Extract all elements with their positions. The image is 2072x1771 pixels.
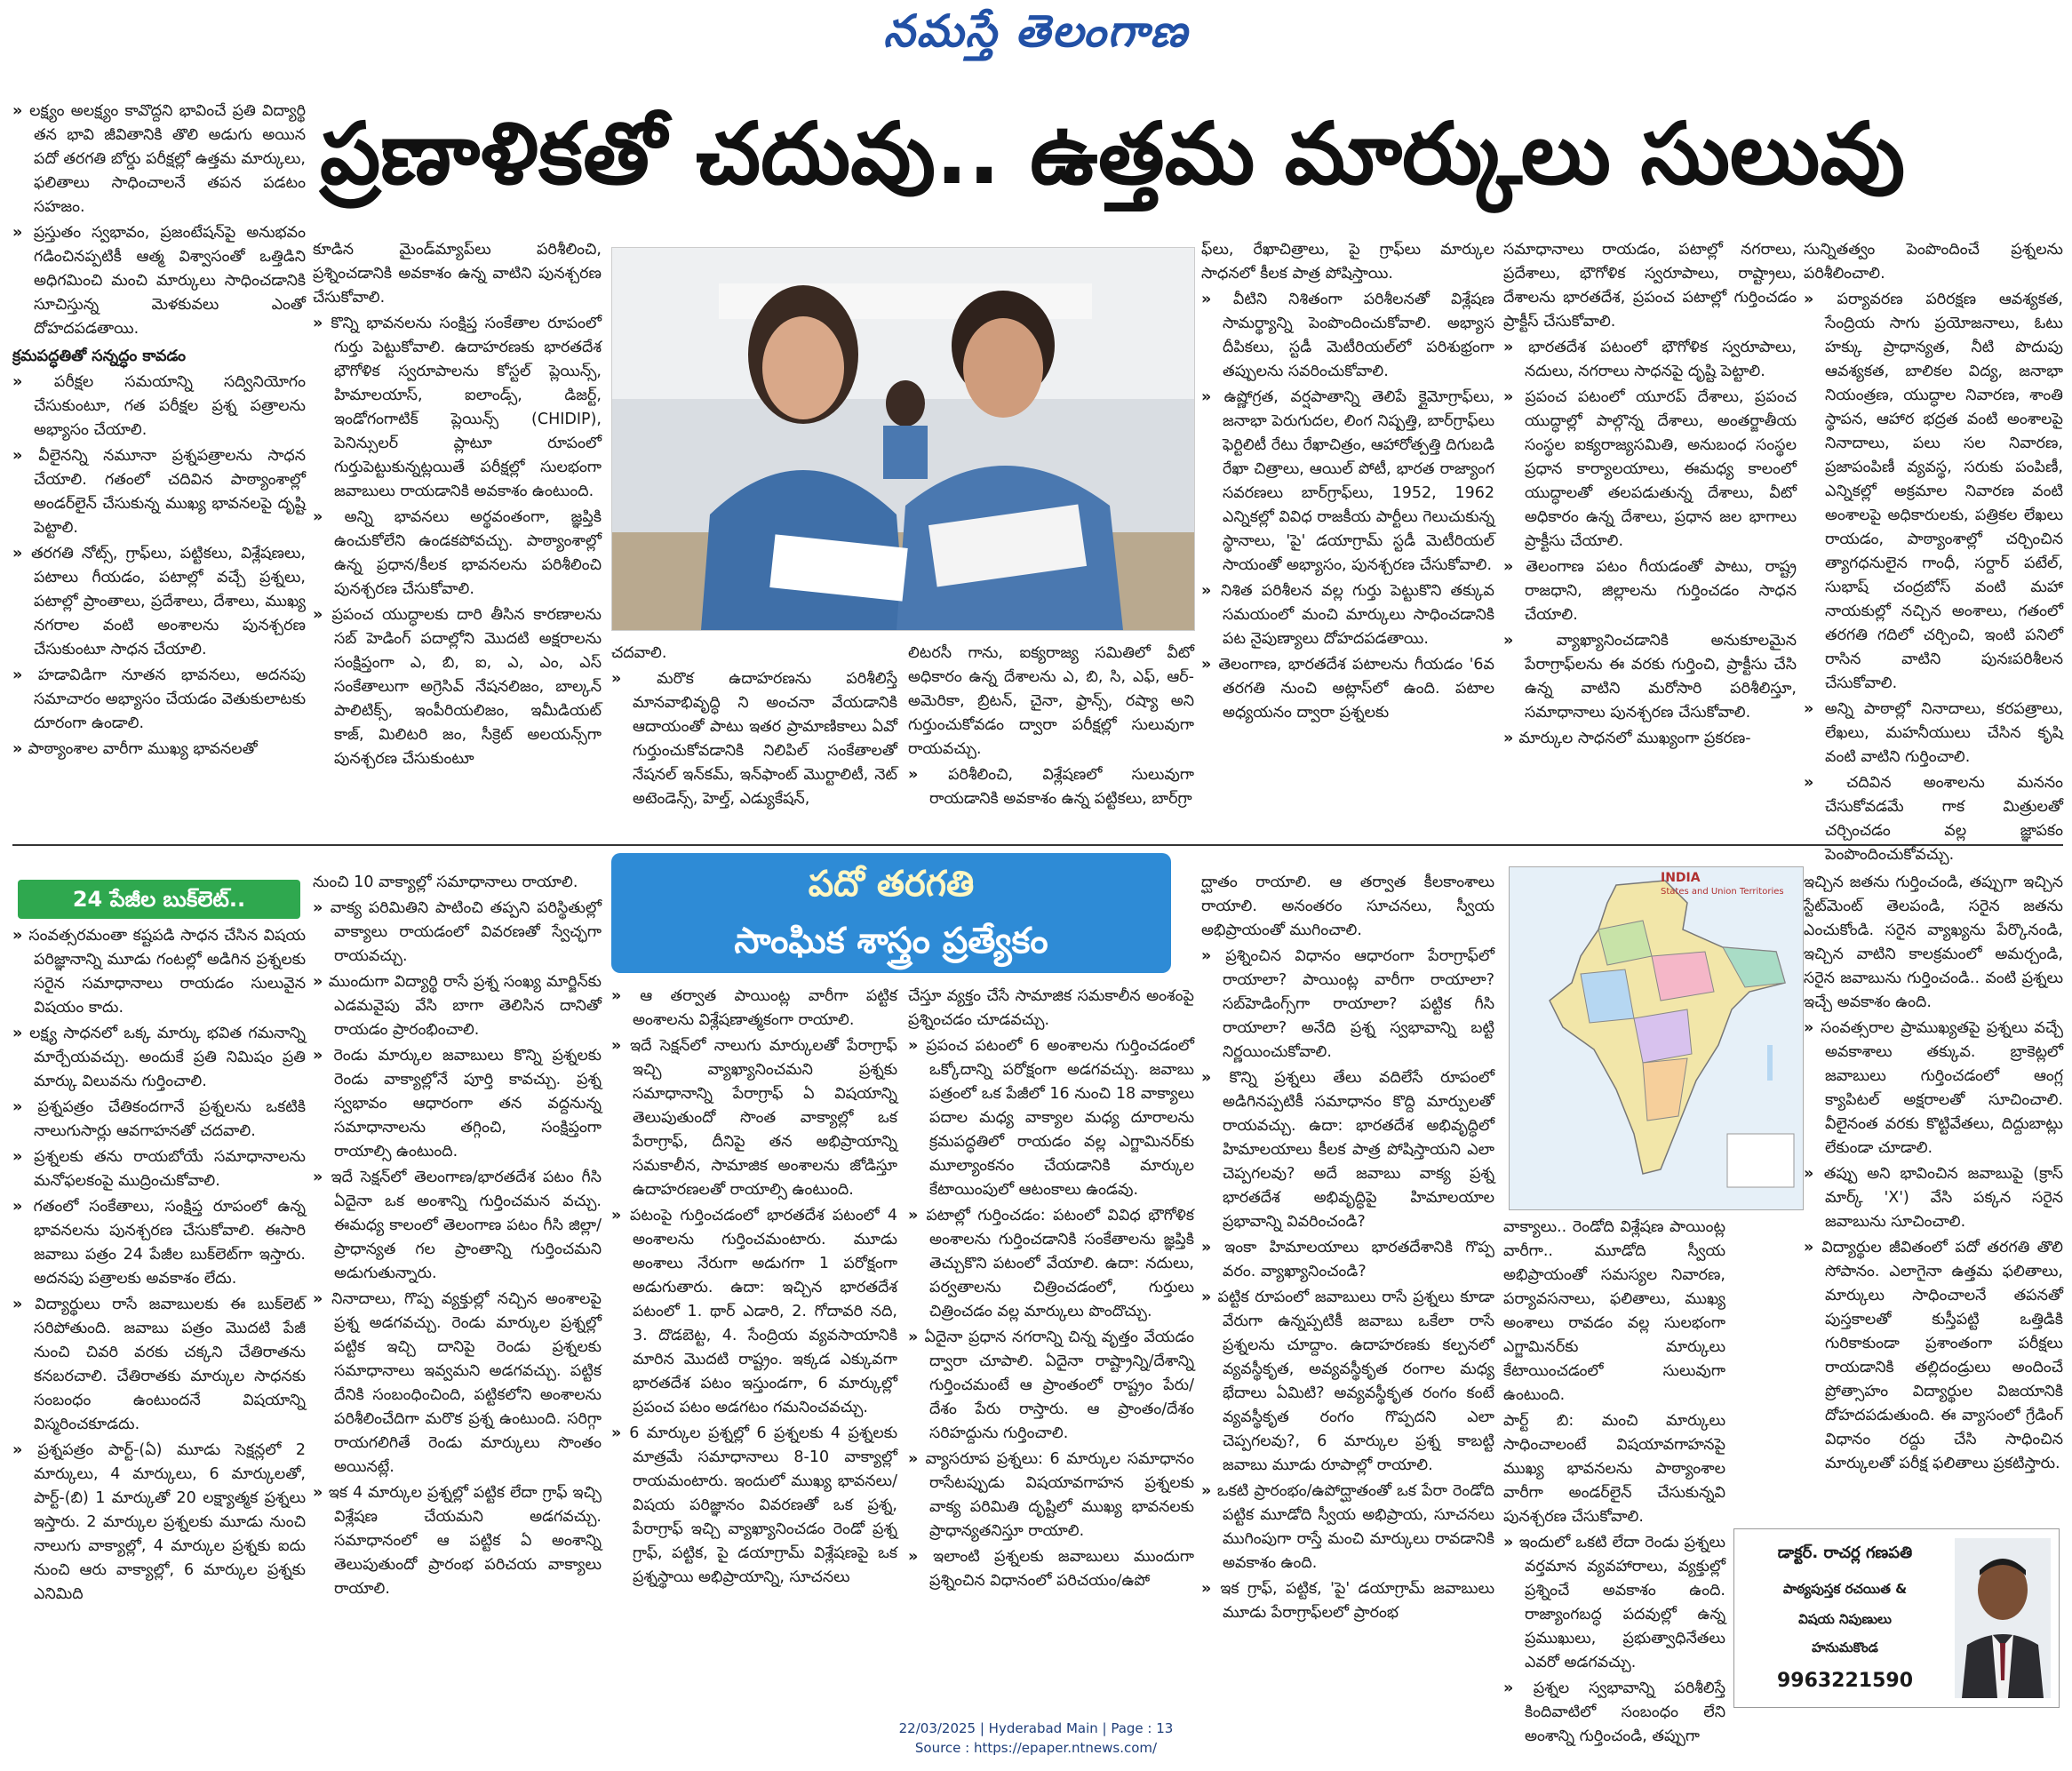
india-map	[1509, 866, 1804, 1210]
paragraph: » హడావిడిగా నూతన భావనలు, అదనపు సమాచారం అభ్యాసం చేయడం వెతుకులాటకు దూరంగా ఉండాలి.	[12, 664, 306, 736]
paragraph: » పర్యావరణ పరిరక్షణ ఆవశ్యకత, సేంద్రియ సాగు ప్రయోజనాలు, ఓటు హక్కు ప్రాధాన్యత, నీటి పొదుపు ఆవశ్యకత, బాలికల విద్య, జనాభా నియంత్రణ, యుద్ధాల నివారణ, శాంతి స్థాపన, ఆహార భద్రత వంటి అంశాలపై నినాదాలు, పలు సల నివారణ, ప్రజాపంపిణీ వ్యవస్థ, సరుకు పంపిణీ, ఎన్నికల్లో అక్రమాల నివారణ వంటి అంశాలపై అధికారులకు, పత్రికల లేఖలు రాయడం, పాఠ్యాంశాల్లో చర్చించిన త్యాగధనులైన గాంధీ, సర్దార్ పటేల్, సుభాష్ చంద్రబోస్ వంటి మహా నాయకుల్లో నచ్చిన అంశాలు, గతంలో తరగతి గదిలో చర్చించి, ఇంటి పనిలో రాసిన వాటిని పునఃపరిశీలన చేసుకోవాలి.	[1804, 288, 2063, 696]
paragraph: ఫ్‌లు, రేఖాచిత్రాలు, పై గ్రాఫ్‌లు మార్కుల సాధనలో కీలక పాత్ర పోషిస్తాయి.	[1201, 241, 1494, 283]
paragraph: » తప్పు అని భావించిన జవాబుపై (క్రాస్ మార్క్ 'X') వేసి పక్కన సరైన జవాబును సూచించాలి.	[1804, 1162, 2063, 1234]
bottom-column-6	[1503, 1216, 1725, 1745]
top-column-4	[908, 642, 1194, 837]
paragraph: » అన్ని పాఠాల్లో నినాదాలు, కరపత్రాలు, లేఖలు, మహనీయులు చేసిన కృషి వంటి వాటిని గుర్తించాలి.	[1804, 698, 2063, 770]
page-footer	[0, 1719, 2072, 1758]
top-column-2	[313, 238, 602, 838]
subject-banner-class: పదో తరగతి	[808, 864, 975, 905]
bottom-column-4	[908, 985, 1194, 1706]
paragraph: » ఉష్ణోగ్రత, వర్షపాతాన్ని తెలిపే క్లైమోగ్రాఫ్‌లు, జనాభా పెరుగుదల, లింగ నిష్పత్తి, బార్‌గ్రాఫ్‌లు ఫెర్టిలిటీ రేటు రేఖాచిత్రం, ఆహారోత్పత్తి దిగుబడి రేఖా చిత్రాలు, ఆయిల్ పోటీ, భారత రాజ్యాంగ సవరణలు బార్‌గ్రాఫ్‌లు, 1952, 1962 ఎన్నికల్లో వివిధ రాజకీయ పార్టీలు గెలుచుకున్న స్థానాలు, 'పై' డయాగ్రామ్ స్టడీ మెటీరియల్ సాయంతో అభ్యాసం, పునశ్చరణ చేసుకోవాలి.	[1201, 386, 1494, 578]
author-box	[1733, 1528, 2060, 1708]
paragraph: » ఇక గ్రాఫ్, పట్టిక, 'పై' డయాగ్రామ్ జవాబులు మూడు పేరాగ్రాఫ్‌లలో ప్రారంభ	[1201, 1577, 1494, 1625]
top-column-5	[1201, 238, 1494, 838]
paragraph: » చదివిన అంశాలను మననం చేసుకోవడమే గాక మిత్రులతో చర్చించడం వల్ల జ్ఞాపకం పెంపొందించుకోవచ్చు.	[1804, 771, 2063, 867]
paragraph: నుంచి 10 వాక్యాల్లో సమాధానాలు రాయాలి.	[313, 874, 578, 891]
paragraph: వాక్యాలు.. రెండోది విశ్లేషణ పాయింట్ల వారీగా.. మూడోది స్వీయ అభిప్రాయంతో సమస్యల నివారణ, పర్యావసనాలు, ఫలితాలు, ముఖ్య అంశాలు రావడం వల్ల సులభంగా ఎగ్జామినర్‌కు మార్కులు కేటాయించడంలో సులువుగా ఉంటుంది.	[1503, 1218, 1725, 1404]
paragraph: » వాక్య పరిమితిని పాటించి తప్పని పరిస్థితుల్లో వాక్యాలు రాయడంలో వివరణతో స్వేచ్ఛగా రాయవచ్చు.	[313, 897, 602, 969]
map-title: INDIA	[1661, 871, 1701, 885]
bottom-column-5	[1201, 871, 1494, 1706]
subheading: క్రమపద్ధతితో సన్నద్ధం కావడం	[12, 347, 187, 365]
bottom-column-7	[1804, 871, 2063, 1520]
author-name: డాక్టర్. రాచర్ల గణపతి	[1777, 1544, 1913, 1562]
paragraph: » నిశిత పరిశీలన వల్ల గుర్తు పెట్టుకొని తక్కువ సమయంలో మంచి మార్కులు సాధించడానికి పట నైపుణ్యాలు దోహదపడతాయి.	[1201, 579, 1494, 651]
paragraph: » తరగతి నోట్స్, గ్రాఫ్‌లు, పట్టికలు, విశ్లేషణలు, పటాలు గీయడం, పటాల్లో వచ్చే ప్రశ్నలు, పటాల్లో ప్రాంతాలు, ప్రదేశాలు, దేశాలు, ముఖ్య నగరాల వంటి అంశాలను పునశ్చరణ చేసుకుంటూ సాధన చేయాలి.	[12, 542, 306, 662]
paragraph: » నినాదాలు, గొప్ప వ్యక్తుల్లో నచ్చిన అంశాలపై ప్రశ్న అడగవచ్చు. రెండు మార్కుల ప్రశ్నల్లో పట్టిక ఇచ్చి దానిపై రెండు ప్రశ్నలకు సమాధానాలు ఇవ్వమని అడగవచ్చు. పట్టిక దేనికి సంబంధించింది, పట్టికలోని అంశాలను పరిశీలించేదిగా మరొక ప్రశ్న ఉంటుంది. సరిగ్గా రాయగలిగితే రెండు మార్కులు సొంతం అయినట్లే.	[313, 1288, 602, 1480]
paragraph: » ప్రపంచ పటంలో యూరప్ దేశాలు, ప్రపంచ యుద్ధాల్లో పాల్గొన్న దేశాలు, అంతర్జాతీయ సంస్థల ఐక్యరాజ్యసమితి, అనుబంధ సంస్థల ప్రధాన కార్యాలయాలు, ఈమధ్య కాలంలో యుద్ధాలతో తలపడుతున్న దేశాలు, వీటో అధికారం ఉన్న దేశాలు, ప్రధాన జల భాగాలు ప్రాక్టీసు చేయాలి.	[1503, 386, 1797, 554]
map-subtitle: States and Union Territories	[1661, 887, 1784, 897]
paragraph: » ముందుగా విద్యార్థి రాసే ప్రశ్న సంఖ్య మార్జిన్‌కు ఎడమవైపు వేసి బాగా తెలిసిన దానితో రాయడం ప్రారంభించాలి.	[313, 970, 602, 1042]
paragraph: » లక్ష్య సాధనలో ఒక్క మార్కు భవిత గమనాన్ని మార్చేయవచ్చు. అందుకే ప్రతి నిమిషం ప్రతి మార్కు విలువను గుర్తించాలి.	[12, 1022, 306, 1094]
author-role-2: విషయ నిపుణులు	[1798, 1611, 1892, 1627]
paragraph: » పటంపై గుర్తించడంలో భారతదేశ పటంలో 4 అంశాలను గుర్తించమంటారు. మూడు అంశాలు నేరుగా అడుగగా 1 పరోక్షంగా అడుగుతారు. ఉదా: ఇచ్చిన భారతదేశ పటంలో 1. థార్ ఎడారి, 2. గోదావరి నది, 3. దొడబెట్ట, 4. సేంద్రియ వ్యవసాయానికి మారిన మొదటి రాష్ట్రం. ఇక్కడ ఎక్కువగా భారతదేశ పటం ఇస్తుండగా, 6 మార్కుల్లో ప్రపంచ పటం అడగటం గమనించవచ్చు.	[611, 1204, 897, 1420]
paragraph: ఇచ్చిన జతను గుర్తించండి, తప్పుగా ఇచ్చిన స్టేట్‌మెంట్ తెలపండి, సరైన జతను ఎంచుకోండి. సరైన వ్యాఖ్యను పేర్కొనండి, ఇచ్చిన వాటిని కాలక్రమంలో అమర్చండి, సరైన జవాబును గుర్తించండి.. వంటి ప్రశ్నలు ఇచ్చే అవకాశం ఉంది.	[1804, 874, 2063, 1011]
paragraph: లిటరసీ గాను, ఐక్యరాజ్య సమితిలో వీటో అధికారం ఉన్న దేశాలను ఎ, బి, సి, ఎఫ్, ఆర్- అమెరికా, బ్రిటన్, చైనా, ఫ్రాన్స్, రష్యా అని గుర్తుంచుకోవడం ద్వారా పరీక్షల్లో సులువుగా రాయవచ్చు.	[908, 644, 1194, 758]
subject-banner	[611, 853, 1171, 973]
paragraph: » పరిశీలించి, విశ్లేషణలో సులువుగా రాయడానికి అవకాశం ఉన్న పట్టికలు, బార్‌గ్రా	[908, 763, 1194, 811]
paragraph: » 6 మార్కుల ప్రశ్నల్లో 6 ప్రశ్నలకు 4 ప్రశ్నలకు మాత్రమే సమాధానాలు 8-10 వాక్యాల్లో రాయమంటారు. ఇందులో ముఖ్య భావనలు/విషయ పరిజ్ఞానం వివరణతో ఒక ప్రశ్న, పేరాగ్రాఫ్ ఇచ్చి వ్యాఖ్యానించడం రెండో ప్రశ్న గ్రాఫ్, పట్టిక, పై డయాగ్రామ్ విశ్లేషణపై ఒక ప్రశ్నస్థాయి అభిప్రాయాన్ని, సూచనలు	[611, 1422, 897, 1590]
paragraph: » రెండు మార్కుల జవాబులు కొన్ని ప్రశ్నలకు రెండు వాక్యాల్లోనే పూర్తి కావచ్చు. ప్రశ్న స్వభావం ఆధారంగా తన వద్దనున్న సమాధానాలను తగ్గించి, సంక్షిప్తంగా రాయాల్సి ఉంటుంది.	[313, 1044, 602, 1164]
paragraph: » ఇలాంటి ప్రశ్నలకు జవాబులు ముందుగా ప్రశ్నించిన విధానంలో పరిచయం/ఉపో	[908, 1545, 1194, 1593]
paragraph: » వీటిని నిశితంగా పరిశీలనతో విశ్లేషణ సామర్థ్యాన్ని పెంపొందించుకోవాలి. అభ్యాస దీపికలు, స్టడీ మెటీరియల్‌లో పరిశుభ్రంగా తప్పులను సవరించుకోవాలి.	[1201, 288, 1494, 384]
paragraph: » పటాల్లో గుర్తించడం: పటంలో వివిధ భౌగోళిక అంశాలను గుర్తించడానికి సంకేతాలను జ్ఞప్తికి తెచ్చుకొని పటంలో వేయాలి. ఉదా: నదులు, పర్వతాలను చిత్రించడంలో, గుర్తులు చిత్రించడం వల్ల మార్కులు పొందొచ్చు.	[908, 1204, 1194, 1324]
paragraph: కూడిన మైండ్‌మ్యాప్‌లు పరిశీలించి, ప్రశ్నించడానికి అవకాశం ఉన్న వాటిని పునశ్చరణ చేసుకోవాలి.	[313, 241, 602, 307]
paragraph: » ఏదైనా ప్రధాన నగరాన్ని చిన్న వృత్తం వేయడం ద్వారా చూపాలి. ఏదైనా రాష్ట్రాన్ని/దేశాన్ని గుర్తించమంటే ఆ ప్రాంతంలో రాష్ట్రం పేరు/దేశం పేరు రాస్తారు. ఆ ప్రాంతం/దేశం సరిహద్దును గుర్తించాలి.	[908, 1326, 1194, 1446]
paragraph: » ప్రపంచ పటంలో 6 అంశాలను గుర్తించడంలో ఒక్కోదాన్ని పరోక్షంగా అడగవచ్చు. జవాబు పత్రంలో ఒక పేజీలో 16 నుంచి 18 వాక్యాలు పదాల మధ్య వాక్యాల మధ్య దూరాలను క్రమపద్ధతిలో రాయడం వల్ల ఎగ్జామినర్‌కు మూల్యాంకనం చేయడానికి మార్కుల కేటాయింపులో ఆటంకాలు ఉండవు.	[908, 1034, 1194, 1202]
paragraph: » వ్యాసరూప ప్రశ్నలు: 6 మార్కుల సమాధానం రాసేటప్పుడు విషయావగాహన ప్రశ్నలకు వాక్య పరిమితి దృష్టిలో ముఖ్య భావనలకు ప్రాధాన్యతనిస్తూ రాయాలి.	[908, 1448, 1194, 1544]
paragraph: పార్ట్ బి: మంచి మార్కులు సాధించాలంటే విషయావగాహనపై ముఖ్య భావనలను పాఠ్యాంశాల వారీగా అండర్‌లైన్ చేసుకున్నవి పునశ్చరణ చేసుకోవాలి.	[1503, 1412, 1725, 1526]
author-location: హనుమకొండ	[1812, 1639, 1878, 1655]
section-divider	[12, 844, 2063, 846]
author-photo	[1955, 1538, 2051, 1698]
paragraph: » భారతదేశ పటంలో భౌగోళిక స్వరూపాలు, నదులు, నగరాలు సాధనపై దృష్టి పెట్టాలి.	[1503, 336, 1797, 384]
paragraph: » పాఠ్యాంశాల వారీగా ముఖ్య భావనలతో	[12, 738, 306, 762]
paragraph: » మరొక ఉదాహరణను పరిశీలిస్తే మానవాభివృద్ధి ని అంచనా వేయడానికి ఆదాయంతో పాటు ఇతర ప్రామాణికాలు ఏవో గుర్తుంచుకోవడానికి నిలిపిల్ సంకేతాలతో నేషనల్ ఇన్‌కమ్, ఇన్‌ఫాంట్ మొర్టాలిటీ, నెట్ అటెండెన్స్, హెల్త్, ఎడ్యుకేషన్,	[611, 667, 897, 811]
paragraph: » ప్రశ్నలకు తను రాయబోయే సమాధానాలను మనోఫలకంపై ముద్రించుకోవాలి.	[12, 1145, 306, 1193]
top-column-1	[12, 100, 306, 837]
footer-date-edition: 22/03/2025 | Hyderabad Main | Page : 13	[898, 1720, 1174, 1736]
paragraph: » విద్యార్థులు రాసే జవాబులకు ఈ బుక్‌లెట్ సరిపోతుంది. జవాబు పత్రం మొదటి పేజీ నుంచి చివరి వరకు చక్కని చేతిరాతను కనబరచాలి. చేతిరాతకు మార్కుల సాధనకు సంబంధం ఉంటుందనే విషయాన్ని విస్మరించకూడదు.	[12, 1293, 306, 1437]
top-column-6	[1503, 238, 1797, 838]
paragraph: » అన్ని భావనలు అర్థవంతంగా, జ్ఞప్తికి ఉంచుకోలేని ఉండకపోవచ్చు. పాఠ్యాంశాల్లో ఉన్న ప్రధాన/కీలక భావనలను పరిశీలించి పునశ్చరణ చేసుకోవాలి.	[313, 506, 602, 602]
paragraph: » ప్రశ్నల స్వభావాన్ని పరిశీలిస్తే కిందివాటిలో సంబంధం లేని అంశాన్ని గుర్తించండి, తప్పుగా	[1503, 1677, 1725, 1749]
paragraph: » కొన్ని ప్రశ్నలు తేలు వదిలేసే రూపంలో అడిగినప్పటికీ సమాధానం కొద్ది మార్పులతో రాయవచ్చు. ఉదా: భారతదేశ అభివృద్ధిలో హిమాలయాలు కీలక పాత్ర పోషిస్తాయని ఎలా చెప్పగలవు? అదే జవాబు వాక్య ప్రశ్న భారతదేశ అభివృద్ధిపై హిమాలయాల ప్రభావాన్ని వివరించండి?	[1201, 1066, 1494, 1234]
paragraph: సున్నితత్వం పెంపొందించే ప్రశ్నలను పరిశీలించాలి.	[1804, 241, 2063, 283]
bottom-column-1	[12, 924, 306, 1706]
paragraph: » సంవత్సరమంతా కష్టపడి సాధన చేసిన విషయ పరిజ్ఞానాన్ని మూడు గంటల్లో అడిగిన ప్రశ్నలకు సరైన సమాధానాలు రాయడం సులువైన విషయం కాదు.	[12, 924, 306, 1020]
paragraph: చేస్తూ వ్యక్తం చేసే సామాజిక సమకాలీన అంశంపై ప్రశ్నించడం చూడవచ్చు.	[908, 987, 1194, 1029]
masthead: నమస్తే తెలంగాణ	[883, 5, 1189, 57]
paragraph: » ఇక 4 మార్కుల ప్రశ్నల్లో పట్టిక లేదా గ్రాఫ్ ఇచ్చి విశ్లేషణ చేయమని అడగవచ్చు. సమాధానంలో ఆ పట్టిక ఏ అంశాన్ని తెలుపుతుందో ప్రారంభ పరిచయ వాక్యాలు రాయాలి.	[313, 1481, 602, 1601]
paragraph: » ప్రశ్నపత్రం చేతికందగానే ప్రశ్నలను ఒకటికి నాలుగుసార్లు ఆవగాహనతో చదవాలి.	[12, 1096, 306, 1144]
paragraph: » ఇంకా హిమాలయాలు భారతదేశానికి గొప్ప వరం. వ్యాఖ్యానించండి?	[1201, 1236, 1494, 1284]
paragraph: » గతంలో సంకేతాలు, సంక్షిప్త రూపంలో ఉన్న భావనలను పునశ్చరణ చేసుకోవాలి. ఈసారి జవాబు పత్రం 24 పేజీల బుక్‌లెట్‌గా ఇస్తారు. అదనపు పత్రాలకు అవకాశం లేదు.	[12, 1195, 306, 1291]
footer-source: Source : https://epaper.ntnews.com/	[914, 1740, 1158, 1756]
headline: ప్రణాళికతో చదువు.. ఉత్తమ మార్కులు సులువు	[320, 104, 1906, 203]
paragraph: ద్ఘాతం రాయాలి. ఆ తర్వాత కీలకాంశాలు రాయాలి. అనంతరం సూచనలు, స్వీయ అభిప్రాయంతో ముగించాలి.	[1201, 874, 1494, 939]
author-role-1: పాఠ్యపుస్తక రచయిత &	[1782, 1581, 1908, 1597]
bottom-column-2	[313, 871, 602, 1706]
top-column-7	[1804, 238, 2063, 864]
paragraph: చదవాలి.	[611, 644, 667, 662]
paragraph: » ప్రపంచ యుద్ధాలకు దారి తీసిన కారణాలను సబ్ హెడింగ్ పదాల్లోని మొదటి అక్షరాలను సంక్షిప్తంగా ఎ, బి, ఐ, ఎ, ఎం, ఎస్ సంకేతాలుగా అగ్రెసివ్ నేషనలిజం, బాల్కన్ పాలిటిక్స్, ఇంపీరియలిజం, ఇమీడియట్ కాజ్, మిలిటరి జం, సీక్రెట్ అలయన్స్‌గా పునశ్చరణ చేసుకుంటూ	[313, 603, 602, 771]
students-photo	[611, 247, 1195, 631]
paragraph: » వీలైనన్ని నమూనా ప్రశ్నపత్రాలను సాధన చేయాలి. గతంలో చదివిన పాఠ్యాంశాల్లో అండర్‌లైన్ చేసుకున్న ముఖ్య భావనలపై దృష్టి పెట్టాలి.	[12, 444, 306, 540]
paragraph: » వ్యాఖ్యానించడానికి అనుకూలమైన పేరాగ్రాఫ్‌లను ఈ వరకు గుర్తించి, ప్రాక్టీసు చేసి ఉన్న వాటిని మరోసారి పరిశీలిస్తూ, సమాధానాలు పునశ్చరణ చేసుకోవాలి.	[1503, 629, 1797, 725]
paragraph: » కొన్ని భావనలను సంక్షిప్త సంకేతాల రూపంలో గుర్తు పెట్టుకోవాలి. ఉదాహరణకు భారతదేశ భౌగోళిక స్వరూపాలను కోస్టల్ ప్లెయిన్స్, హిమాలయాస్, ఐలాండ్స్, డిజర్ట్, ఇండోగంగాటిక్ ప్లెయిన్స్ (CHIDIP), పెనిన్సులర్ ప్లాటూ రూపంలో గుర్తుపెట్టుకున్నట్లయితే పరీక్షల్లో సులభంగా జవాబులు రాయడానికి అవకాశం ఉంటుంది.	[313, 312, 602, 504]
paragraph: » ప్రశ్నపత్రం పార్ట్-(ఏ) మూడు సెక్షన్లలో 2 మార్కులు, 4 మార్కులు, 6 మార్కులతో, పార్ట్-(బి) 1 మార్కుతో 20 లక్ష్యాత్మక ప్రశ్నలు ఇస్తారు. 2 మార్కుల ప్రశ్నలకు మూడు నుంచి నాలుగు వాక్యాల్లో, 4 మార్కుల ప్రశ్నకు ఐదు నుంచి ఆరు వాక్యాల్లో, 6 మార్కుల ప్రశ్నకు ఎనిమిది	[12, 1439, 306, 1607]
paragraph: » లక్ష్యం అలక్ష్యం కావొద్దని భావించే ప్రతి విద్యార్థి తన భావి జీవితానికి తొలి అడుగు అయిన పదో తరగతి బోర్డు పరీక్షల్లో ఉత్తమ మార్కులు, ఫలితాలు సాధించాలనే తపన పడటం సహజం.	[12, 100, 306, 219]
paragraph: » ఒకటి ప్రారంభం/ఉపోద్ఘాతంతో ఒక పేరా రెండోది పట్టిక మూడోది స్వీయ అభిప్రాయ, సూచనలు ముగింపుగా రాస్తే మంచి మార్కులు రావడానికి అవకాశం ఉంది.	[1201, 1480, 1494, 1576]
paragraph: » ప్రశ్నించిన విధానం ఆధారంగా పేరాగ్రాఫ్‌లో రాయాలా? పాయింట్ల వారీగా రాయాలా? సబ్‌హెడింగ్స్‌గా రాయాలా? పట్టిక గీసి రాయాలా? అనేది ప్రశ్న స్వభావాన్ని బట్టి నిర్ణయించుకోవాలి.	[1201, 945, 1494, 1065]
paragraph: సమాధానాలు రాయడం, పటాల్లో నగరాలు, ప్రదేశాలు, భౌగోళిక స్వరూపాలు, రాష్ట్రాలు, దేశాలను భారతదేశ, ప్రపంచ పటాల్లో గుర్తించడం ప్రాక్టీస్ చేసుకోవాలి.	[1503, 241, 1797, 331]
paragraph: » పట్టిక రూపంలో జవాబులు రాసే ప్రశ్నలు కూడా వేరుగా ఉన్నప్పటికీ జవాబు ఒకేలా రాసే ప్రశ్నలను చూద్దాం. ఉదాహరణకు కల్పనలో వ్యవస్థీకృత, అవ్యవస్థీకృత రంగాల మధ్య భేదాలు ఏమిటి? అవ్యవస్థీకృత రంగం కంటే వ్యవస్థీకృత రంగం గొప్పదని ఎలా చెప్పగలవు?, 6 మార్కుల ప్రశ్న కాబట్టి జవాబు మూడు రూపాల్లో రాయాలి.	[1201, 1286, 1494, 1478]
paragraph: » సంవత్సరాల ప్రాముఖ్యతపై ప్రశ్నలు వచ్చే అవకాశాలు తక్కువ. బ్రాకెట్లలో జవాబులు గుర్తించడంలో ఆంగ్ల క్యాపిటల్ అక్షరాలతో సూచించాలి. వీలైనంత వరకు కొట్టివేతలు, దిద్దుబాట్లు లేకుండా చూడాలి.	[1804, 1017, 2063, 1161]
paragraph: » ఇందులో ఒకటి లేదా రెండు ప్రశ్నలు వర్తమాన వ్యవహారాలు, వ్యక్తుల్లో ప్రశ్నించే అవకాశం ఉంది. రాజ్యాంగబద్ధ పదవుల్లో ఉన్న ప్రముఖులు, ప్రభుత్వాధినేతలు ఎవరో అడగవచ్చు.	[1503, 1531, 1725, 1675]
paragraph: » మార్కుల సాధనలో ముఖ్యంగా ప్రకరణ-	[1503, 727, 1797, 751]
booklet-heading: 24 పేజీల బుక్‌లెట్..	[18, 880, 300, 919]
paragraph: » ఇదే సెక్షన్‌లో తెలంగాణ/భారతదేశ పటం గీసి ఏదైనా ఒక అంశాన్ని గుర్తించమన వచ్చు. ఈమధ్య కాలంలో తెలంగాణ పటం గీసి జిల్లా/ప్రాధాన్యత గల ప్రాంతాన్ని గుర్తించమని అడుగుతున్నారు.	[313, 1166, 602, 1286]
top-column-3	[611, 642, 897, 837]
bottom-column-3	[611, 985, 897, 1706]
paragraph: » ఇదే సెక్షన్‌లో నాలుగు మార్కులతో పేరాగ్రాఫ్ ఇచ్చి వ్యాఖ్యానించమని ప్రశ్నకు సమాధానాన్ని పేరాగ్రాఫ్ ఏ విషయాన్ని తెలుపుతుందో సొంత వాక్యాల్లో ఒక పేరాగ్రాఫ్, దీనిపై తన అభిప్రాయాన్ని సమకాలీన, సామాజిక అంశాలను జోడిస్తూ ఉదాహరణలతో రాయాల్సి ఉంటుంది.	[611, 1034, 897, 1202]
paragraph: » పరీక్షల సమయాన్ని సద్వినియోగం చేసుకుంటూ, గత పరీక్షల ప్రశ్న పత్రాలను అభ్యాసం చేయాలి.	[12, 371, 306, 443]
paragraph: » విద్యార్థుల జీవితంలో పదో తరగతి తొలి సోపానం. ఎలాగైనా ఉత్తమ ఫలితాలు, మార్కులు సాధించాలనే తపనతో పుస్తకాలతో కుస్తీపట్టి ఒత్తిడికి గురికాకుండా ప్రశాంతంగా పరీక్షలు రాయడానికి తల్లిదండ్రులు అందించే ప్రోత్సాహం విద్యార్థుల విజయానికి దోహదపడుతుంది. ఈ వ్యాసంలో గ్రేడింగ్ విధానం రద్దు చేసి సాధించిన మార్కులతో పరీక్ష ఫలితాలు ప్రకటిస్తారు.	[1804, 1236, 2063, 1476]
paragraph: » తెలంగాణ, భారతదేశ పటాలను గీయడం '6వ తరగతి నుంచి అట్లాస్‌లో ఉంది. పటాల అధ్యయనం ద్వారా ప్రశ్నలకు	[1201, 653, 1494, 725]
paragraph: » ఆ తర్వాత పాయింట్ల వారీగా పట్టిక అంశాలను విశ్లేషణాత్మకంగా రాయాలి.	[611, 985, 897, 1033]
paragraph: » తెలంగాణ పటం గీయడంతో పాటు, రాష్ట్ర రాజధాని, జిల్లాలను గుర్తించడం సాధన చేయాలి.	[1503, 555, 1797, 627]
paragraph: » ప్రస్తుతం స్వభావం, ప్రజంటేషన్‌పై అనుభవం గడించినప్పటికీ ఆత్మ విశ్వాసంతో ఒత్తిడిని అధిగమించి మంచి మార్కులు సాధించడానికి సూచిస్తున్న మెళకువలు ఎంతో దోహదపడతాయి.	[12, 221, 306, 341]
author-phone: 9963221590	[1776, 1670, 1914, 1692]
subject-banner-subject: సాంఘిక శాస్త్రం ప్రత్యేకం	[734, 921, 1048, 961]
